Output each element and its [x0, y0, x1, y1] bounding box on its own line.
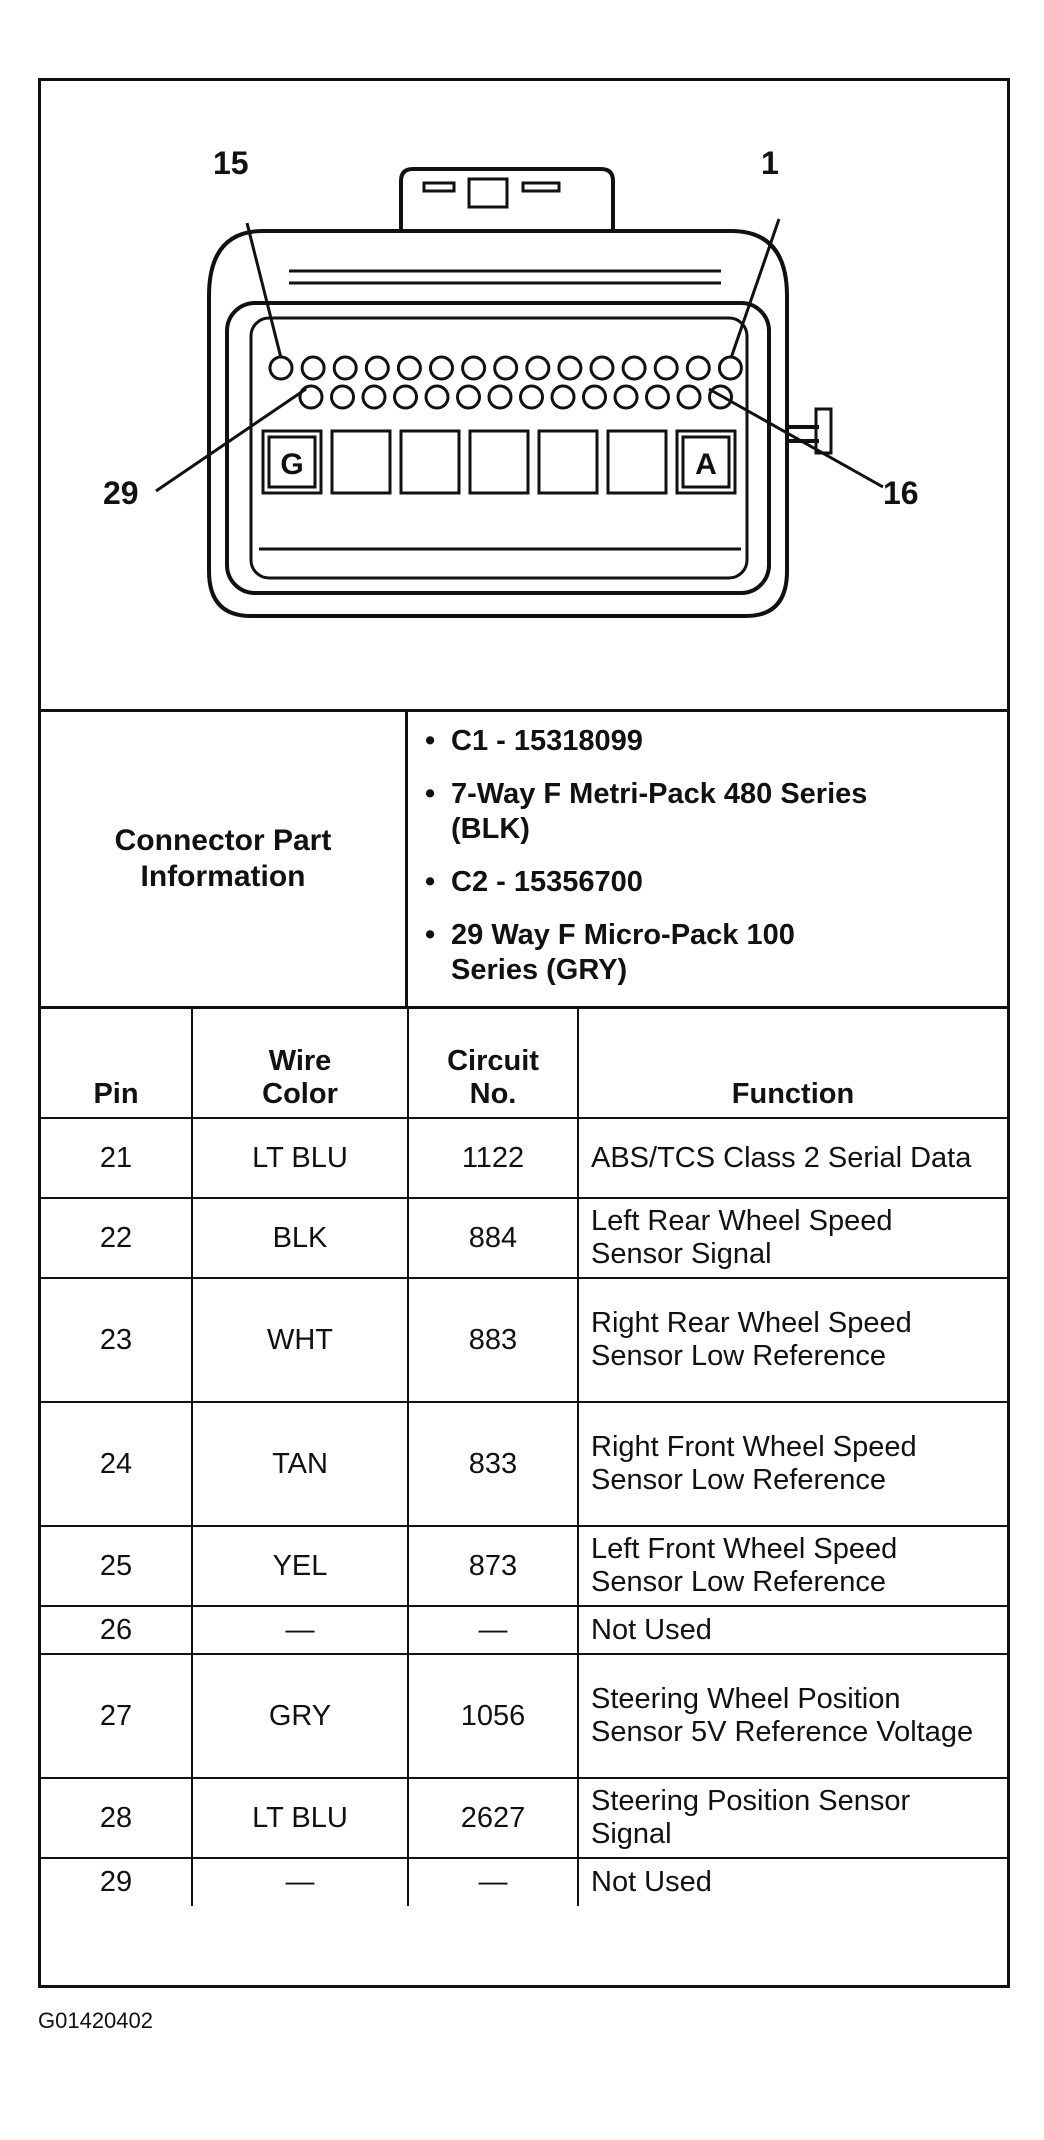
cavity: [608, 431, 666, 493]
pin-hole: [302, 357, 324, 379]
function-cell: Left Rear Wheel Speed Sensor Signal: [578, 1198, 1007, 1278]
table-row: [41, 1198, 1007, 1278]
pin-hole: [398, 357, 420, 379]
pin-cell: 24: [41, 1402, 192, 1526]
cavity: [332, 431, 390, 493]
pin-cell: 26: [41, 1606, 192, 1654]
pin-hole: [458, 386, 480, 408]
cavity-label: A: [695, 448, 717, 481]
circuit-cell: 873: [408, 1526, 578, 1606]
callout-29: 29: [103, 475, 139, 511]
connector-info-item: • 29 Way F Micro-Pack 100 Series (GRY): [421, 918, 991, 988]
circuit-cell: 2627: [408, 1778, 578, 1858]
table-row: [41, 1858, 1007, 1906]
pin-hole: [489, 386, 511, 408]
pinout-table: [41, 1006, 1007, 1906]
leader-1: [731, 219, 779, 358]
pin-hole: [584, 386, 606, 408]
pin-hole: [270, 357, 292, 379]
pin-hole: [647, 386, 669, 408]
connector-face-diagram: [41, 81, 1007, 709]
wire-color-cell: LT BLU: [192, 1118, 408, 1198]
function-cell: Right Front Wheel Speed Sensor Low Reference: [578, 1402, 1007, 1526]
latch-window-right: [523, 183, 559, 191]
latch-window-center: [469, 179, 507, 207]
pin-hole: [623, 357, 645, 379]
header-function: Function: [578, 1008, 1007, 1119]
pin-hole: [495, 357, 517, 379]
wire-color-cell: —: [192, 1606, 408, 1654]
pin-hole: [559, 357, 581, 379]
connector-figure-frame: [38, 78, 1010, 1988]
function-cell: ABS/TCS Class 2 Serial Data: [578, 1118, 1007, 1198]
pin-cell: 21: [41, 1118, 192, 1198]
pin-cell: 29: [41, 1858, 192, 1906]
function-cell: Steering Wheel Position Sensor 5V Reference Voltage: [578, 1654, 1007, 1778]
table-row: [41, 1278, 1007, 1402]
pin-cell: 23: [41, 1278, 192, 1402]
header-wire-color: Wire Color: [192, 1008, 408, 1119]
connector-info-item: • C1 - 15318099: [421, 724, 991, 759]
callout-15: 15: [213, 145, 249, 181]
wire-color-cell: LT BLU: [192, 1778, 408, 1858]
pin-cell: 25: [41, 1526, 192, 1606]
pin-hole: [334, 357, 356, 379]
wire-color-cell: WHT: [192, 1278, 408, 1402]
pinout-rows: [41, 1118, 1007, 1906]
pin-hole: [719, 357, 741, 379]
pin-hole: [521, 386, 543, 408]
pin-cell: 22: [41, 1198, 192, 1278]
connector-info-item: • C2 - 15356700: [421, 865, 991, 900]
pin-hole: [687, 357, 709, 379]
table-row: [41, 1606, 1007, 1654]
wire-color-cell: —: [192, 1858, 408, 1906]
pin-hole: [332, 386, 354, 408]
pin-cell: 27: [41, 1654, 192, 1778]
pin-hole: [655, 357, 677, 379]
cavity-label: G: [280, 448, 304, 481]
wire-color-cell: GRY: [192, 1654, 408, 1778]
callout-1: 1: [761, 145, 779, 181]
pin-hole: [463, 357, 485, 379]
connector-part-information: [41, 709, 1007, 1006]
pin-hole: [431, 357, 453, 379]
header-pin: Pin: [41, 1008, 192, 1119]
function-cell: Steering Position Sensor Signal: [578, 1778, 1007, 1858]
function-cell: Right Rear Wheel Speed Sensor Low Reference: [578, 1278, 1007, 1402]
pin-hole: [615, 386, 637, 408]
connector-info-label: Connector Part Information: [41, 712, 408, 1006]
latch-window-left: [424, 183, 454, 191]
pin-row-16-29: [300, 386, 732, 408]
circuit-cell: 1056: [408, 1654, 578, 1778]
function-cell: Not Used: [578, 1606, 1007, 1654]
cavity: [401, 431, 459, 493]
circuit-cell: 833: [408, 1402, 578, 1526]
pin-hole: [591, 357, 613, 379]
terminal-area: [251, 318, 747, 578]
circuit-cell: —: [408, 1858, 578, 1906]
header-circuit-no: Circuit No.: [408, 1008, 578, 1119]
function-cell: Not Used: [578, 1858, 1007, 1906]
circuit-cell: 883: [408, 1278, 578, 1402]
figure-id: G01420402: [38, 2008, 153, 2033]
connector-body: [209, 231, 787, 616]
cavity: [539, 431, 597, 493]
function-cell: Left Front Wheel Speed Sensor Low Reference: [578, 1526, 1007, 1606]
cavity: [470, 431, 528, 493]
cavity-row: [263, 431, 735, 493]
pin-hole: [678, 386, 700, 408]
pin-hole: [527, 357, 549, 379]
wire-color-cell: TAN: [192, 1402, 408, 1526]
table-row: [41, 1402, 1007, 1526]
table-row: [41, 1778, 1007, 1858]
pin-hole: [426, 386, 448, 408]
connector-info-item: • 7-Way F Metri-Pack 480 Series (BLK): [421, 777, 991, 847]
pin-row-1-15: [270, 357, 741, 379]
table-header-row: [41, 1008, 1007, 1119]
callout-16: 16: [883, 475, 919, 511]
circuit-cell: —: [408, 1606, 578, 1654]
circuit-cell: 1122: [408, 1118, 578, 1198]
table-row: [41, 1654, 1007, 1778]
pin-hole: [395, 386, 417, 408]
circuit-cell: 884: [408, 1198, 578, 1278]
connector-info-list: [421, 724, 991, 1006]
pin-hole: [366, 357, 388, 379]
pin-cell: 28: [41, 1778, 192, 1858]
pin-hole: [363, 386, 385, 408]
wire-color-cell: BLK: [192, 1198, 408, 1278]
wire-color-cell: YEL: [192, 1526, 408, 1606]
pin-hole: [552, 386, 574, 408]
side-peg: [816, 409, 831, 453]
table-row: [41, 1118, 1007, 1198]
table-row: [41, 1526, 1007, 1606]
